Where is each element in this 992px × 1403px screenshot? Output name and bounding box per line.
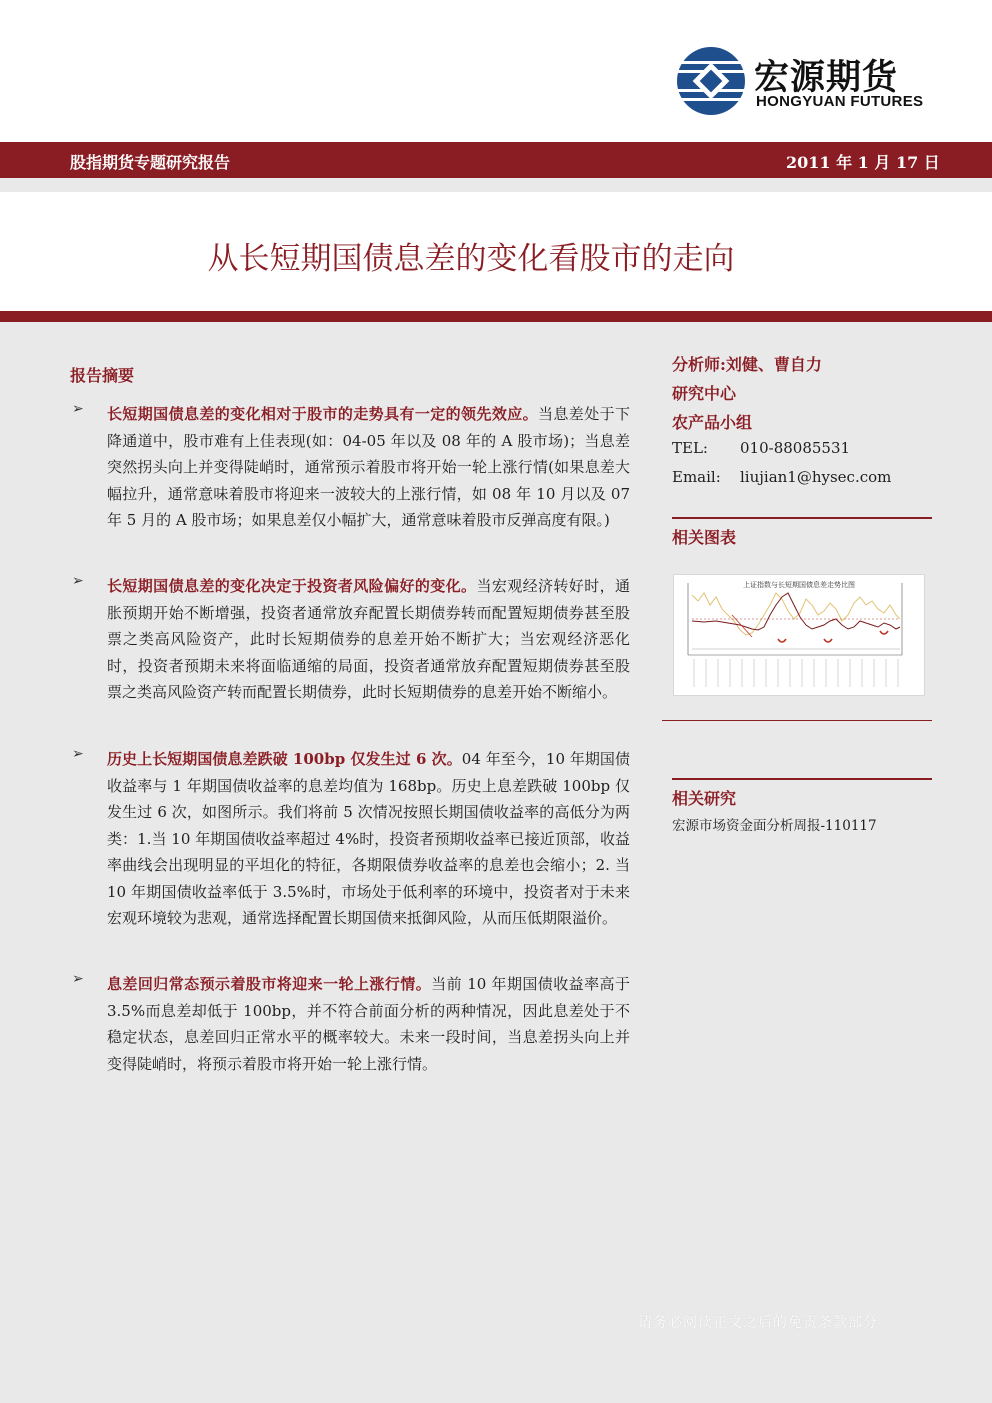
bullet-lead: 长短期国债息差的变化相对于股市的走势具有一定的领先效应。: [107, 405, 539, 423]
title-underline-band: [0, 311, 992, 322]
bullet-body: 04 年至今，10 年期国债收益率与 1 年期国债收益率的息差均值为 168bp。历史上息差跌破 100bp 仅发生过 6 次，如图所示。我们将前 5 次情况按照长期国债收益率的高低分为两类：1.当 10 年期国债收益率超过 4%时，投资者预期收益率已接近顶部，收益率曲线会出现明显的平坦化的特征，各期限债券收益率的息差也会缩小；2. 当 10 年期国债收益率低于 3.5%时，市场处于低利率的环境中，投资者对于未来宏观环境较为悲观，通常选择配置长期国债来抵御风险，从而压低期限溢价。: [107, 750, 630, 927]
report-date: 2011 年 1 月 17 日: [786, 153, 940, 172]
summary-bullet-4: [70, 971, 630, 1077]
charts-section-divider: [662, 720, 932, 721]
bullet-body: 当前 10 年期国债收益率高于 3.5%而息差却低于 100bp，并不符合前面分析的两种情况，因此息差处于不稳定状态，息差回归正常水平的概率较大。未来一段时间，当息差拐头向上并变得陡峭时，将预示着股市将开始一轮上涨行情。: [107, 975, 630, 1073]
thumbnail-title: 上证指数与长短期国债息差走势比图: [743, 581, 855, 589]
tel-label: TEL:: [672, 439, 708, 457]
report-type: 股指期货专题研究报告: [70, 153, 231, 172]
report-title: 从长短期国债息差的变化看股市的走向: [207, 241, 735, 277]
bullet-lead: 历史上长短期国债息差跌破 100bp 仅发生过 6 次。: [107, 750, 462, 768]
email-value[interactable]: liujian1@hysec.com: [740, 468, 892, 486]
bullet-body: 当宏观经济转好时，通胀预期开始不断增强，投资者通常放弃配置长期债券转而配置短期债券甚至股票之类高风险资产，此时长短期债券的息差开始不断扩大；当宏观经济恶化时，投资者预期未来将面临通缩的局面，投资者通常放弃配置短期债券甚至股票之类高风险资产转而配置长期债券，此时长短期债券的息差开始不断缩小。: [107, 577, 630, 701]
bullet-lead: 长短期国债息差的变化决定于投资者风险偏好的变化。: [107, 577, 477, 595]
analyst-names: 分析师:刘健、曹自力: [672, 355, 822, 374]
arrow-bullet-icon: ➢: [72, 746, 84, 762]
product-group: 农产品小组: [672, 413, 753, 432]
bullet-lead: 息差回归常态预示着股市将迎来一轮上涨行情。: [107, 975, 432, 993]
tel-value: 010-88085531: [740, 439, 851, 457]
summary-bullet-3: [70, 746, 630, 932]
email-label: Email:: [672, 468, 721, 486]
bullet-body: 当息差处于下降通道中，股市难有上佳表现(如：04-05 年以及 08 年的 A 股市场)；当息差突然拐头向上并变得陡峭时，通常预示着股市将开始一轮上涨行情(如果息差大幅拉升，通常意味着股市将迎来一波较大的上涨行情，如 08 年 10 月以及 07 年 5 月的 A 股市场；如果息差仅小幅扩大，通常意味着股市反弹高度有限。): [107, 405, 630, 529]
tel-row: [672, 439, 850, 457]
thumbnail-chart: [674, 575, 924, 695]
email-row: [672, 468, 891, 486]
arrow-bullet-icon: ➢: [72, 971, 84, 987]
arrow-bullet-icon: ➢: [72, 401, 84, 417]
summary-bullet-2: [70, 573, 630, 706]
brand-name-en: HONGYUAN FUTURES: [756, 93, 924, 110]
summary-bullet-1: [70, 401, 630, 534]
analyst-block: [672, 350, 932, 437]
hongyuan-logo-icon: [676, 46, 746, 116]
related-research-item[interactable]: 宏源市场资金面分析周报-110117: [672, 818, 877, 834]
summary-heading: 报告摘要: [70, 366, 135, 385]
disclaimer-note: 请务必阅读正文之后的免责条款部分: [638, 1315, 878, 1331]
related-chart-thumbnail[interactable]: [673, 574, 925, 696]
brand-name-cn: 宏源期货: [754, 58, 899, 98]
arrow-bullet-icon: ➢: [72, 573, 84, 589]
research-center: 研究中心: [672, 384, 737, 403]
related-research-heading: 相关研究: [672, 778, 932, 809]
related-charts-heading: 相关图表: [672, 517, 932, 548]
